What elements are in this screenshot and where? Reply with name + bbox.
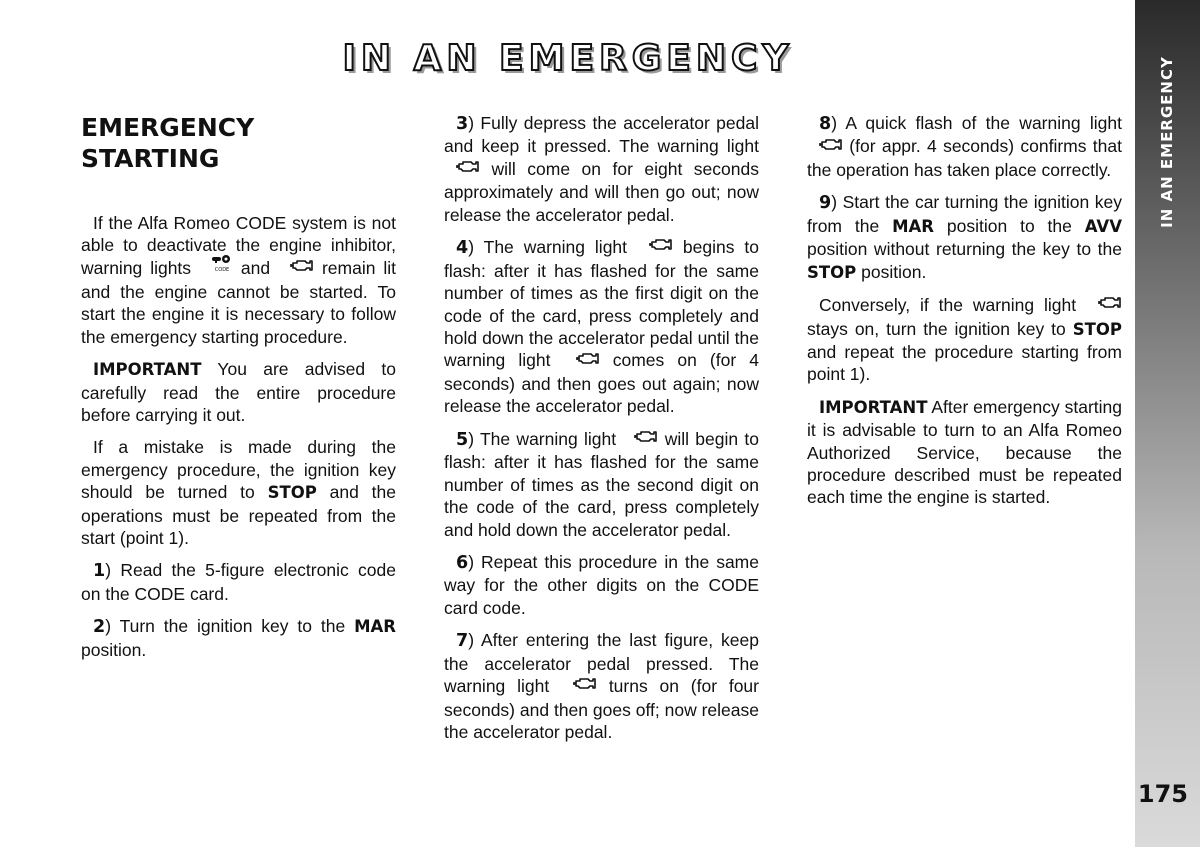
mistake-text-b: and the operations must be repeated from the start (point 1).	[81, 482, 397, 548]
page-title: IN AN EMERGENCY	[342, 38, 794, 79]
column-right	[807, 112, 1122, 519]
important-text: After emergency starting it is advisable to turn to an Alfa Romeo Authorized Service, because the procedure described must be repeated each time the engine is started.	[807, 396, 1122, 508]
step-text-c: comes on (for 4 seconds) and then goes out again; now release the accelerator pedal.	[444, 350, 760, 417]
important-note-1	[81, 358, 396, 426]
mistake-paragraph	[81, 436, 396, 549]
step-text-d: position.	[856, 261, 927, 282]
stop-keyword: STOP	[807, 262, 857, 282]
step-text-c: position without returning the key to the	[807, 239, 1122, 260]
step-text-b: (for appr. 4 seconds) confirms that the operation has taken place correctly.	[807, 136, 1122, 180]
step-2	[81, 615, 396, 661]
page-number: 175	[1137, 780, 1188, 808]
step-number: 6	[456, 553, 469, 573]
step-text-a: ) The warning light	[468, 237, 628, 258]
step-4	[444, 236, 759, 418]
step-text-a: ) A quick flash of the warning light	[831, 113, 1122, 133]
important-label: IMPORTANT	[93, 360, 202, 380]
section-heading	[81, 112, 396, 174]
engine-warning-icon	[444, 157, 480, 179]
svg-text:CODE: CODE	[214, 267, 230, 273]
intro-text-c: remain lit and the engine cannot be started. To start the engine it is necessary to follow the emergency starting procedure.	[81, 257, 396, 347]
conversely-text-a: Conversely, if the warning light	[819, 295, 1077, 316]
engine-warning-icon	[637, 235, 673, 257]
step-number: 1	[93, 561, 106, 582]
step-text-a: ) Turn the ignition key to the	[105, 616, 355, 637]
heading-line-2: STARTING	[81, 144, 220, 173]
stop-keyword: STOP	[1072, 319, 1122, 339]
heading-line-1: EMERGENCY	[81, 113, 255, 142]
step-text-a: ) After entering the last figure, keep the accelerator pedal pressed. The warning light	[444, 630, 759, 697]
step-text-b: position to the	[934, 215, 1085, 236]
avv-keyword: AVV	[1084, 216, 1122, 236]
intro-text-b: and	[240, 257, 271, 278]
code-key-icon	[199, 254, 233, 277]
step-7	[444, 629, 759, 743]
section-sidebar	[1135, 0, 1200, 847]
engine-warning-icon	[561, 674, 597, 696]
conversely-text-c: and repeat the procedure starting from point 1).	[807, 342, 1122, 385]
step-text-a: ) The warning light	[468, 428, 617, 449]
step-number: 9	[819, 193, 832, 214]
step-1	[81, 559, 396, 605]
step-number: 4	[456, 238, 469, 259]
step-text: ) Read the 5-figure electronic code on the CODE card.	[81, 560, 396, 604]
step-text-b: will come on for eight seconds approximately and will then go out; now release the accelerator pedal.	[444, 158, 759, 225]
important-text: You are advised to carefully read the entire procedure before carrying it out.	[81, 359, 396, 425]
step-5	[444, 428, 759, 541]
important-note-2	[807, 396, 1122, 509]
step-6	[444, 551, 759, 619]
mar-keyword: MAR	[354, 617, 396, 637]
step-9	[807, 191, 1122, 284]
intro-text-a: If the Alfa Romeo CODE system is not able to deactivate the engine inhibitor, warning lights	[81, 213, 396, 278]
column-left	[81, 112, 396, 671]
step-number: 5	[456, 429, 469, 450]
engine-warning-icon	[1086, 293, 1122, 315]
important-label: IMPORTANT	[819, 397, 928, 417]
engine-warning-icon	[807, 135, 843, 157]
step-8	[807, 112, 1122, 181]
step-text-b: begins to flash: after it has flashed for the same number of times as the first digit on the code of the card, press completely and hold down the accelerator pedal until the warning light	[444, 237, 759, 371]
conversely-paragraph	[807, 294, 1122, 386]
engine-warning-icon	[622, 427, 658, 449]
engine-warning-icon	[278, 256, 314, 278]
step-3	[444, 112, 759, 226]
step-text-b: position.	[81, 639, 147, 660]
step-number: 3	[456, 114, 469, 134]
stop-keyword: STOP	[267, 483, 317, 503]
column-middle	[444, 112, 759, 753]
mistake-text-a: If a mistake is made during the emergency procedure, the ignition key should be turned to	[81, 437, 396, 503]
step-number: 7	[456, 631, 469, 652]
conversely-text-b: stays on, turn the ignition key to	[807, 318, 1073, 339]
sidebar-section-label: IN AN EMERGENCY	[1158, 56, 1176, 228]
step-number: 2	[93, 617, 106, 638]
step-text-a: ) Fully depress the accelerator pedal and keep it pressed. The warning light	[444, 113, 759, 157]
engine-warning-icon	[564, 349, 600, 371]
mar-keyword: MAR	[892, 216, 934, 236]
step-text: ) Repeat this procedure in the same way for the other digits on the CODE card code.	[444, 552, 759, 618]
step-text-b: will begin to flash: after it has flashed for the same number of times as the second digit on the code of the card, press completely and hold down the accelerator pedal.	[444, 428, 759, 540]
step-text-a: ) Start the car turning the ignition key from the	[807, 192, 1122, 236]
step-number: 8	[819, 114, 832, 134]
step-text-b: turns on (for four seconds) and then goes off; now release the accelerator pedal.	[444, 676, 759, 743]
intro-paragraph	[81, 212, 396, 348]
